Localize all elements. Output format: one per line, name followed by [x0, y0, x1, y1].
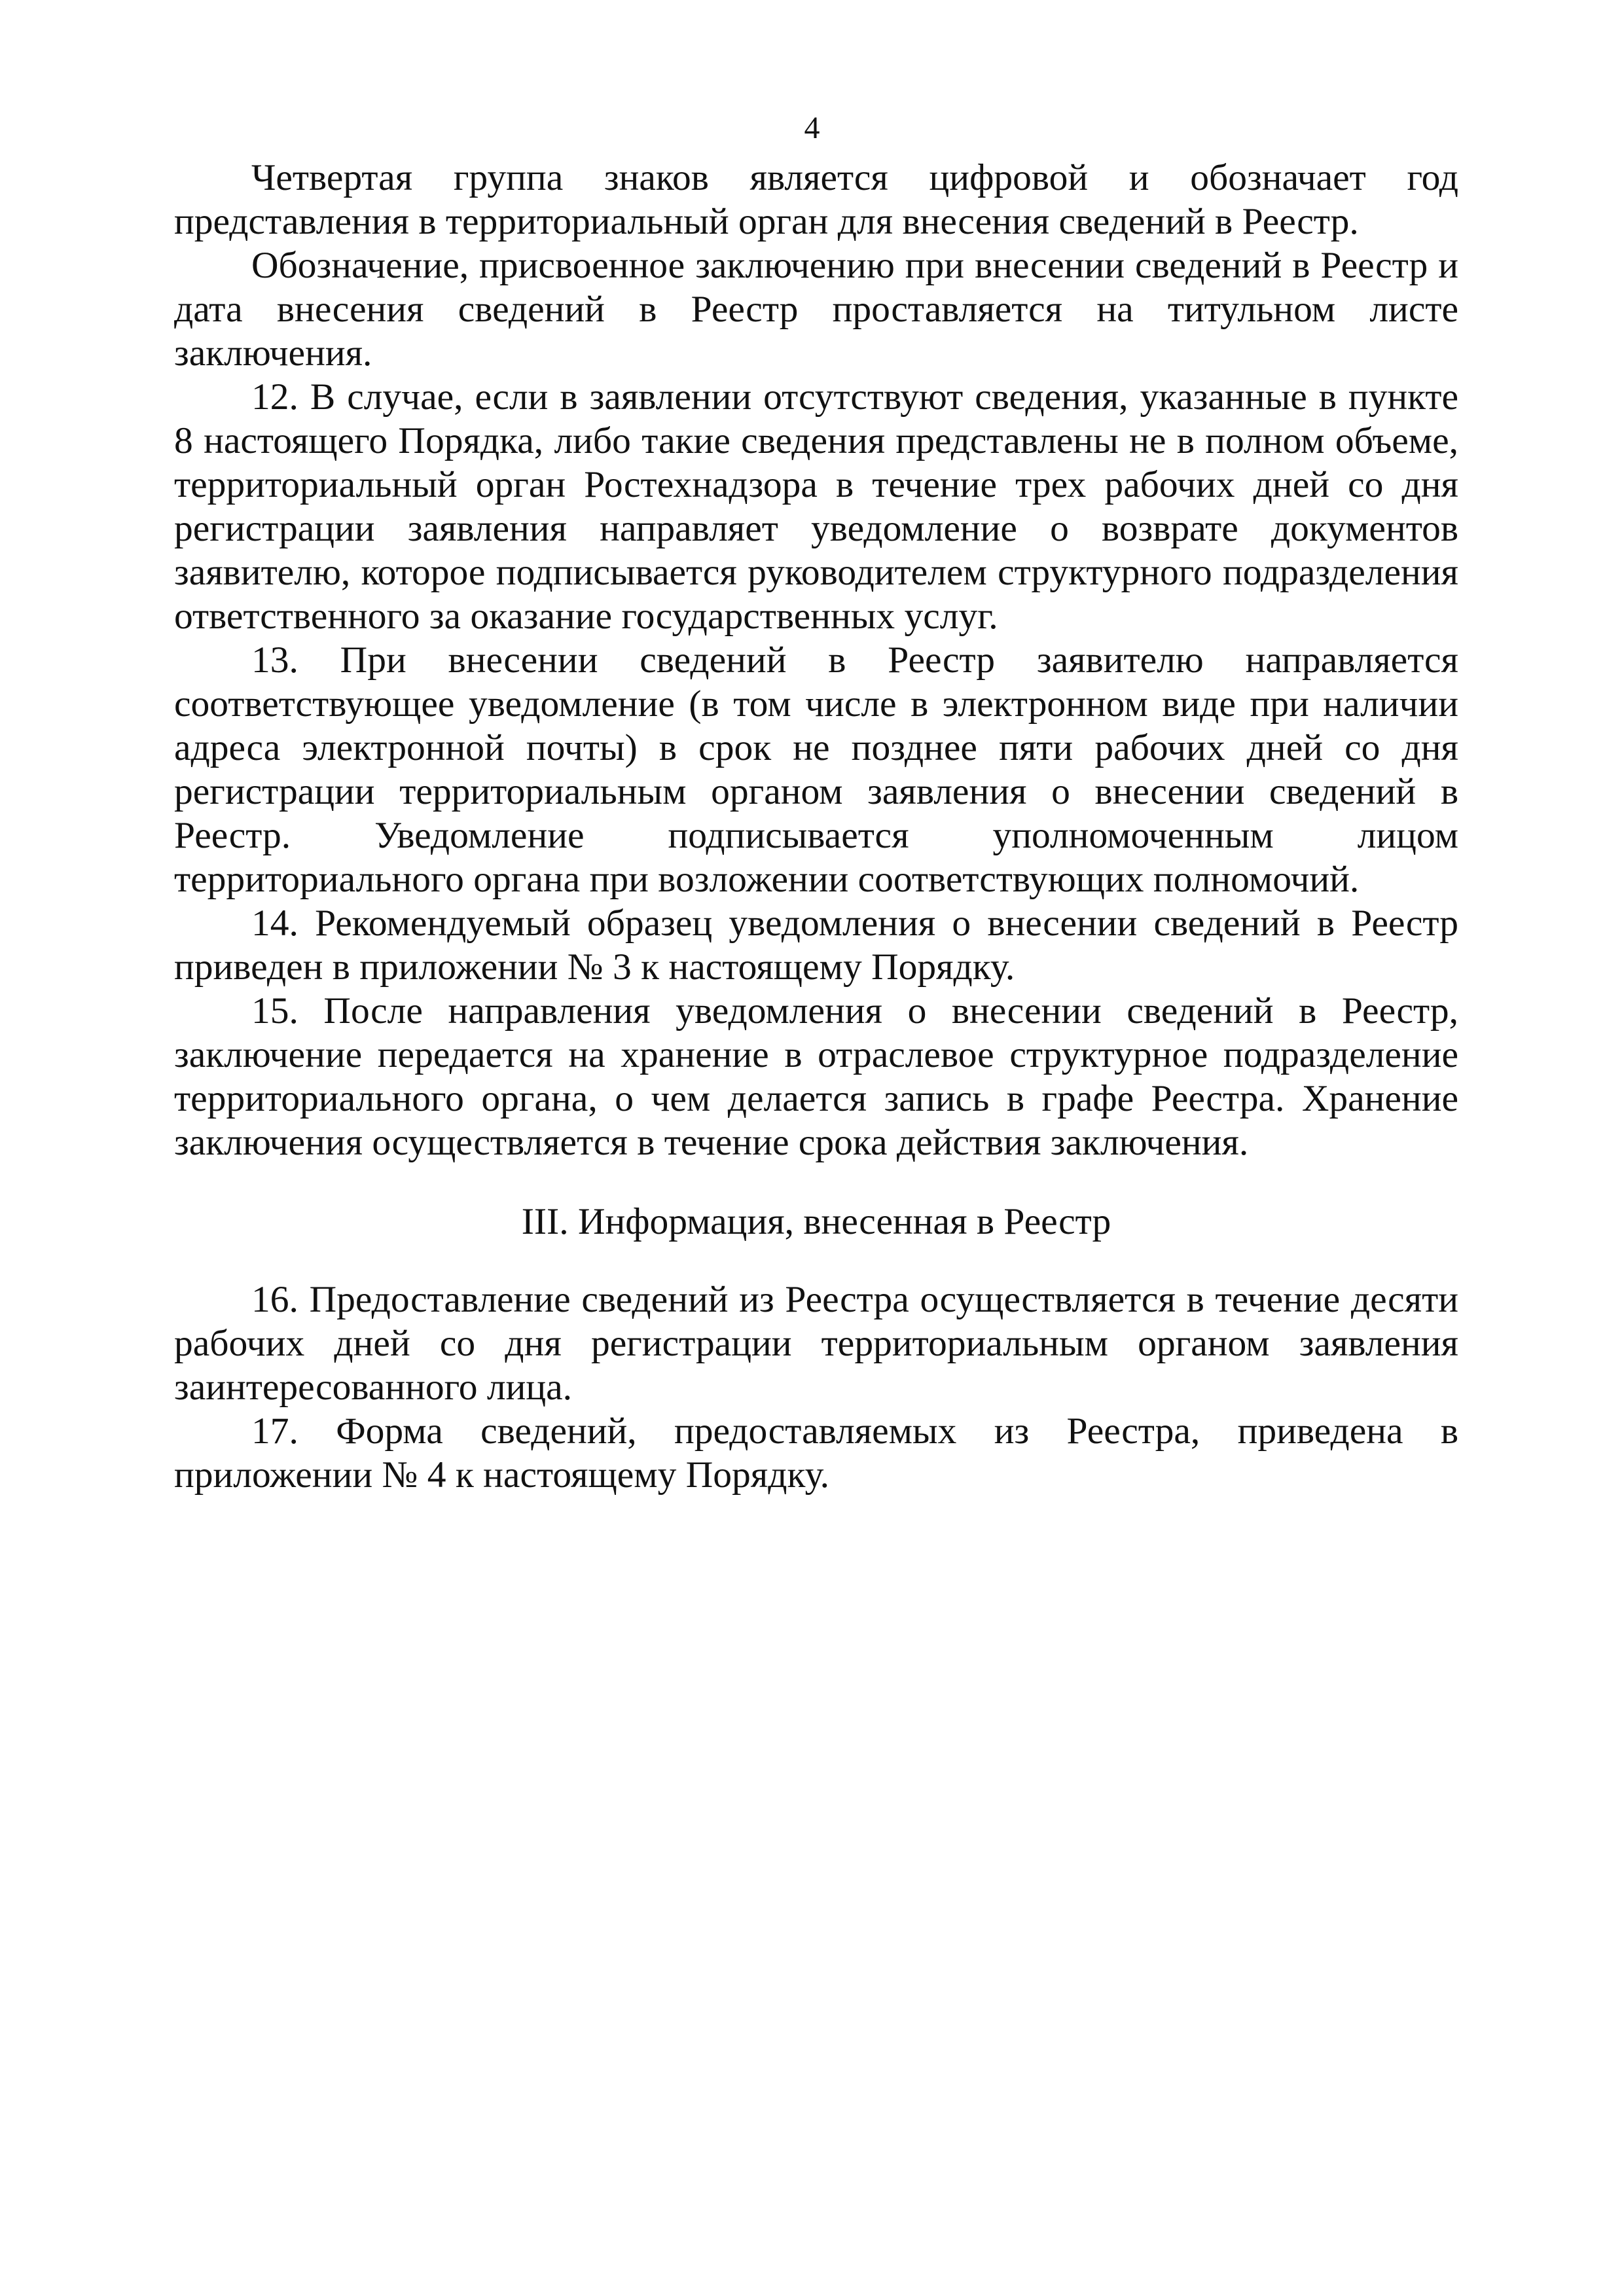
paragraph-15: 15. После направления уведомления о внесении сведений в Реестр, заключение передается на хранение в отраслевое структурное подразделение территориального органа, о чем делается запись в графе Реестра. Хранение заключения осуществляется в течение срока действия заключения. — [174, 990, 1458, 1163]
section-3-heading: III. Информация, внесенная в Реестр — [521, 1201, 1111, 1242]
paragraph-designation: Обозначение, присвоенное заключению при внесении сведений в Реестр и дата внесения сведений в Реестр проставляется на титульном листе заключения. — [174, 245, 1458, 374]
document-body — [174, 156, 1458, 1497]
paragraph-17: 17. Форма сведений, предоставляемых из Реестра, приведена в приложении № 4 к настоящему Порядку. — [174, 1410, 1458, 1496]
paragraph-fourth-group: Четвертая группа знаков является цифровой и обозначает год представления в территориальный орган для внесения сведений в Реестр. — [174, 157, 1458, 242]
page-number: 4 — [804, 111, 820, 145]
paragraph-16: 16. Предоставление сведений из Реестра осуществляется в течение десяти рабочих дней со дня регистрации территориальным органом заявления заинтересованного лица. — [174, 1279, 1458, 1408]
paragraph-12: 12. В случае, если в заявлении отсутствуют сведения, указанные в пункте 8 настоящего Порядка, либо такие сведения представлены не в полном объеме, территориальный орган Ростехнадзора в течение трех рабочих дней со дня регистрации заявления направляет уведомление о возврате документов заявителю, которое подписывается руководителем структурного подразделения ответственного за оказание государственных услуг. — [174, 376, 1458, 637]
paragraph-14: 14. Рекомендуемый образец уведомления о внесении сведений в Реестр приведен в приложении № 3 к настоящему Порядку. — [174, 903, 1458, 988]
paragraph-13: 13. При внесении сведений в Реестр заявителю направляется соответствующее уведомление (в том числе в электронном виде при наличии адреса электронной почты) в срок не позднее пяти рабочих дней со дня регистрации территориальным органом заявления о внесении сведений в Реестр. Уведомление подписывается уполномоченным лицом территориального органа при возложении соответствующих полномочий. — [174, 639, 1458, 900]
